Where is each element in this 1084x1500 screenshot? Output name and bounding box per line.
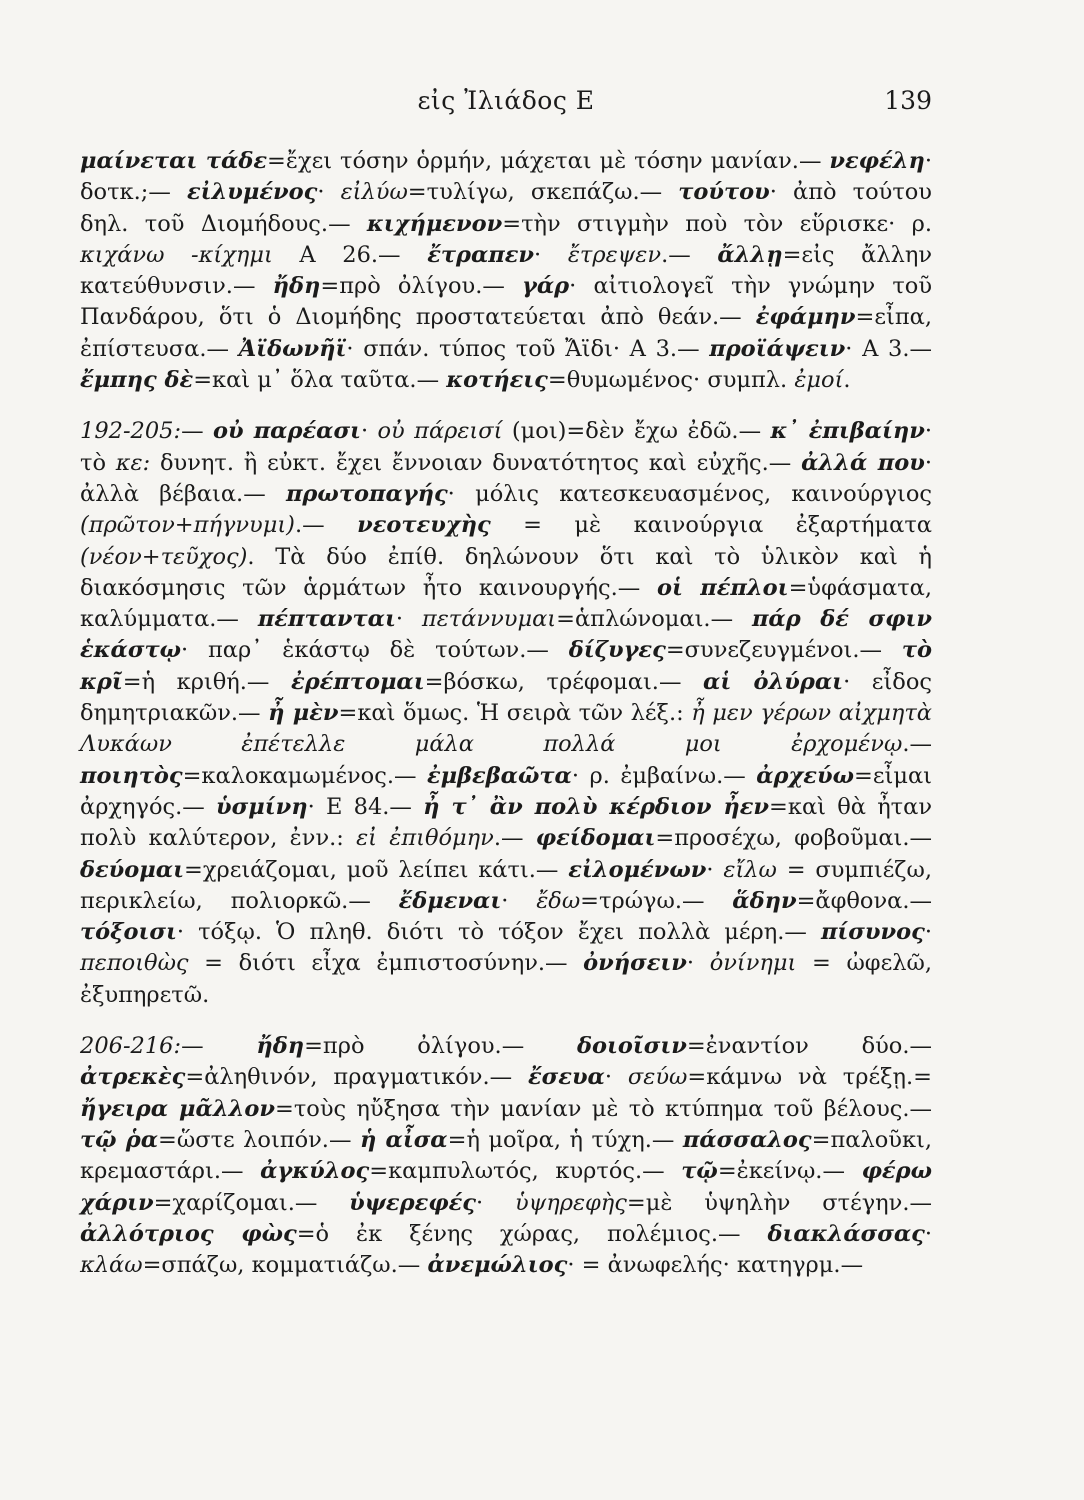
gloss-text: · τόξῳ. Ὁ πληθ. διότι τὸ τόξον ἔχει πολλὰ μέρη.— [176, 919, 821, 946]
lemma-term: ἔσευα [528, 1064, 605, 1091]
gloss-text: =τυλίγω, σκεπάζω.— [407, 179, 679, 206]
lemma-term: τῷ [681, 1158, 718, 1185]
lemma-term: ἀλλά που [801, 449, 925, 476]
gloss-text: =καὶ θὰ ἦταν πολὺ καλύτερον, ἐνν.: [80, 793, 932, 852]
gloss-text: = συμπιέζω, περικλείω, πολιορκῶ.— [80, 856, 933, 914]
lemma-term: ἤδη [256, 1033, 305, 1060]
lemma-term: δίζυγες [568, 637, 666, 664]
lemma-term: εἰλομένων [568, 856, 707, 883]
gloss-text: =τρώγω.— [580, 887, 733, 914]
lemma-term: ποιητὸς [80, 762, 183, 789]
italic-text: ἦ μεν γέρων αἰχμητὰ Λυκάων ἐπέτελλε μάλα πολλά μοι ἐρχομένῳ [80, 700, 932, 758]
lemma-term: ἡ αἶσα [359, 1126, 448, 1153]
lemma-term: ἀλλότριος φὼς [80, 1220, 297, 1247]
italic-text: κε: [115, 449, 151, 476]
gloss-text: · [924, 919, 932, 946]
gloss-text: =συνεζευγμένοι.— [665, 637, 902, 664]
gloss-text: .— [294, 512, 358, 539]
italic-text: ὀνίνημι [709, 950, 797, 977]
gloss-text: =ἄφθονα.— [796, 887, 932, 914]
gloss-text: · [924, 1220, 932, 1247]
gloss-text: · [706, 856, 724, 883]
gloss-text: .— [902, 731, 932, 758]
gloss-text: · τὸ [80, 418, 932, 476]
gloss-text: · εἶδος δημητριακῶν.— [80, 668, 932, 727]
lemma-term: διακλάσσας [767, 1220, 925, 1247]
gloss-text: .— [661, 241, 718, 268]
lemma-term: οἱ πέπλοι [656, 574, 789, 601]
gloss-text: =εἶμαι ἀρχηγός.— [80, 762, 932, 820]
italic-text: (νέον+τεῦχος) [80, 543, 248, 570]
italic-text: 192-205: [80, 418, 182, 445]
lemma-term: ἔμπης δὲ [80, 367, 194, 394]
gloss-text: — [181, 418, 213, 445]
commentary-paragraph [80, 416, 932, 1011]
lemma-term: πάσσαλος [682, 1126, 812, 1153]
gloss-text: — [181, 1033, 257, 1060]
commentary-paragraph [80, 146, 932, 396]
italic-text: 206-216: [80, 1033, 182, 1060]
gloss-text: · Α 3.— [845, 335, 932, 362]
paragraph-gap [80, 1011, 932, 1031]
commentary-body [80, 146, 932, 1281]
gloss-text: =βόσκω, τρέφομαι.— [424, 668, 704, 695]
gloss-text: =ὑφάσματα, καλύμματα.— [80, 574, 933, 633]
lemma-term: ὀνήσειν [583, 950, 687, 977]
gloss-text: · = ἀνωφελής· κατηγρμ.— [567, 1252, 864, 1279]
gloss-text: · ἀλλὰ βέβαια.— [80, 449, 932, 507]
lemma-term: μαίνεται τάδε [80, 148, 268, 174]
lemma-term: νεοτευχὴς [357, 512, 491, 539]
lemma-term: ἦ τ᾽ ἂν πολὺ κέρδιον ἦεν [423, 793, 770, 820]
gloss-text: · [604, 1064, 628, 1091]
gloss-text: .— [493, 825, 536, 852]
lemma-term: τόξοισι [80, 919, 177, 946]
gloss-text: . [843, 367, 851, 394]
gloss-text: · [686, 950, 710, 977]
gloss-text: =τὴν στιγμὴν ποὺ τὸν εὕρισκε· ρ. [502, 210, 932, 237]
gloss-text: =ἡ κριθή.— [122, 668, 292, 695]
gloss-text: =μὲ ὑψηλὴν στέγην.— [626, 1189, 932, 1216]
lemma-term: ἔδμεναι [398, 887, 502, 914]
italic-text: κλάω [80, 1252, 143, 1279]
italic-text: ἔδω [536, 887, 581, 914]
gloss-text: · [317, 179, 341, 206]
gloss-text: =κάμνω νὰ τρέξῃ.= [687, 1064, 932, 1091]
lemma-term: Ἀϊδωνῆϊ [238, 335, 347, 362]
gloss-text: · δοτκ.;— [80, 148, 932, 206]
italic-text: σεύω [627, 1064, 688, 1091]
paragraph-gap [80, 396, 932, 416]
lemma-term: ἔτραπεν [427, 241, 535, 268]
gloss-text: =καλοκαμωμένος.— [182, 762, 427, 789]
gloss-text: =ἐκείνῳ.— [717, 1158, 862, 1185]
lemma-term: τῷ ῥα [80, 1126, 159, 1153]
gloss-text: . Τὰ δύο ἐπίθ. δηλώνουν ὅτι καὶ τὸ ὑλικὸν καὶ ἡ διακόσμησις τῶν ἁρμάτων ἦτο καινουργής.— [80, 543, 932, 601]
gloss-text: =καὶ μ᾽ ὅλα ταῦτα.— [193, 367, 447, 394]
italic-text: ἐμοί [794, 367, 844, 394]
lemma-term: εἰλυμένος [186, 179, 318, 206]
italic-text: (πρῶτον+πήγνυμι) [80, 512, 295, 539]
gloss-text: =εἰς ἄλλην κατεύθυνσιν.— [80, 241, 932, 300]
lemma-term: ἤδη [272, 273, 321, 300]
gloss-text: · ἀπὸ τούτου δηλ. τοῦ Διομήδους.— [80, 179, 932, 237]
gloss-text: · [501, 887, 537, 914]
page-number: 139 [884, 86, 932, 115]
lemma-term: ἀρχεύω [756, 762, 855, 789]
gloss-text: Α 26.— [272, 241, 428, 268]
gloss-text: δυνητ. ἢ εὐκτ. ἔχει ἔννοιαν δυνατότητος καὶ εὐχῆς.— [150, 449, 802, 476]
italic-text: εἰλύω [340, 179, 408, 206]
lemma-term: ἀγκύλος [260, 1158, 370, 1185]
gloss-text: · ρ. ἐμβαίνω.— [571, 762, 757, 789]
gloss-text: =ἔχει τόσην ὁρμήν, μάχεται μὲ τόσην μανίαν.— [267, 148, 830, 174]
gloss-text: · αἰτιολογεῖ τὴν γνώμην τοῦ Πανδάρου, ὅτι ὁ Διομήδης προστατεύεται ἀπὸ θεάν.— [80, 273, 933, 331]
lemma-term: νεφέλη [829, 148, 925, 174]
italic-text: ὑψηρεφὴς [514, 1189, 627, 1216]
gloss-text: =ἐναντίον δύο.— [686, 1033, 933, 1060]
lemma-term: τούτου [678, 179, 770, 206]
italic-text: πεποιθὼς [80, 950, 189, 977]
lemma-term: ὑσμίνη [216, 793, 308, 820]
lemma-term: ἦ μὲν [268, 700, 339, 727]
gloss-text: =ἁπλώνομαι.— [556, 606, 752, 633]
lemma-term: πέπτανται [257, 606, 396, 633]
lemma-term: ἐρέπτομαι [291, 668, 425, 695]
lemma-term: πάρ δέ σφιν ἑκάστῳ [80, 606, 933, 664]
gloss-text: =χαρίζομαι.— [153, 1189, 350, 1216]
lemma-term: κιχήμενον [366, 210, 503, 237]
italic-text: εἰ ἐπιθόμην [356, 825, 494, 852]
gloss-text: · [476, 1189, 515, 1216]
gloss-text: · [395, 606, 422, 633]
lemma-term: δοιοῖσιν [576, 1033, 687, 1060]
gloss-text: =παλοῦκι, κρεμαστάρι.— [80, 1126, 932, 1185]
lemma-term: ἅδην [732, 887, 797, 914]
gloss-text: =πρὸ ὀλίγου.— [320, 273, 523, 300]
lemma-term: ἀνεμώλιος [427, 1252, 568, 1279]
lemma-term: προϊάψειν [709, 335, 846, 362]
gloss-text: =πρὸ ὀλίγου.— [304, 1033, 577, 1060]
lemma-term: ἐμβεβαῶτα [426, 762, 572, 789]
italic-text: πετάννυμαι [421, 606, 557, 633]
lemma-term: κ᾽ ἐπιβαίην [770, 418, 925, 445]
lemma-term: κοτήεις [446, 367, 548, 394]
lemma-term: δεύομαι [80, 856, 184, 883]
gloss-text: · [534, 241, 568, 268]
lemma-term: πίσυνος [820, 919, 925, 946]
lemma-term: ἄλλῃ [717, 241, 783, 268]
gloss-text: =χρειάζομαι, μοῦ λείπει κάτι.— [183, 856, 569, 883]
lemma-term: ἀτρεκὲς [80, 1064, 186, 1091]
gloss-text: =ὥστε λοιπόν.— [158, 1126, 360, 1153]
gloss-text: =σπάζω, κομματιάζω.— [142, 1252, 428, 1279]
gloss-text: =προσέχω, φοβοῦμαι.— [655, 825, 933, 852]
gloss-text: · σπάν. τύπος τοῦ Ἄϊδι· Α 3.— [346, 335, 710, 362]
lemma-term: φείδομαι [535, 825, 656, 852]
gloss-text: =εἶπα, ἐπίστευσα.— [80, 304, 932, 362]
gloss-text: · Ε 84.— [307, 793, 424, 820]
gloss-text: =θυμωμένος· συμπλ. [547, 367, 795, 394]
lemma-term: πρωτοπαγής [285, 480, 448, 507]
italic-text: οὐ πάρεισί [377, 418, 503, 445]
italic-text: κιχάνω -κίχημι [80, 241, 273, 268]
page-header [80, 86, 932, 120]
lemma-term: αἱ ὀλύραι [703, 668, 844, 695]
gloss-text: =καὶ ὅμως. Ἡ σειρὰ τῶν λέξ.: [338, 700, 692, 727]
lemma-term: ὑψερεφές [349, 1189, 476, 1216]
gloss-text: =ἀληθινόν, πραγματικόν.— [185, 1064, 528, 1091]
gloss-text: = μὲ καινούργια ἐξαρτήματα [490, 512, 932, 539]
gloss-text: · [360, 418, 378, 445]
lemma-term: ἐφάμην [755, 304, 856, 331]
commentary-paragraph [80, 1031, 932, 1281]
gloss-text: = ὠφελῶ, ἐξυπηρετῶ. [80, 950, 932, 1008]
gloss-text: · μόλις κατεσκευασμένος, καινούργιος [447, 480, 933, 507]
gloss-text: =ὁ ἐκ ξένης χώρας, πολέμιος.— [296, 1220, 768, 1247]
gloss-text: =καμπυλωτός, κυρτός.— [369, 1158, 682, 1185]
lemma-term: ἤγειρα μᾶλλον [80, 1095, 275, 1122]
lemma-term: τὸ κρῖ [80, 637, 932, 695]
gloss-text: = διότι εἶχα ἐμπιστοσύνην.— [188, 950, 584, 977]
lemma-term: οὐ παρέασι [213, 418, 361, 445]
gloss-text: (μοι)=δὲν ἔχω ἐδῶ.— [502, 418, 771, 445]
gloss-text: =τοὺς ηὔξησα τὴν μανίαν μὲ τὸ κτύπημα τοῦ βέλους.— [275, 1095, 932, 1122]
italic-text: ἔτρεψεν [567, 241, 662, 268]
running-title: εἰς Ἰλιάδος Ε [417, 86, 595, 115]
lemma-term: φέρω χάριν [80, 1158, 933, 1216]
gloss-text: · παρ᾽ ἑκάστῳ δὲ τούτων.— [181, 637, 569, 664]
italic-text: εἴλω [723, 856, 777, 883]
gloss-text: =ἡ μοῖρα, ἡ τύχη.— [447, 1126, 683, 1153]
lemma-term: γάρ [522, 273, 570, 300]
